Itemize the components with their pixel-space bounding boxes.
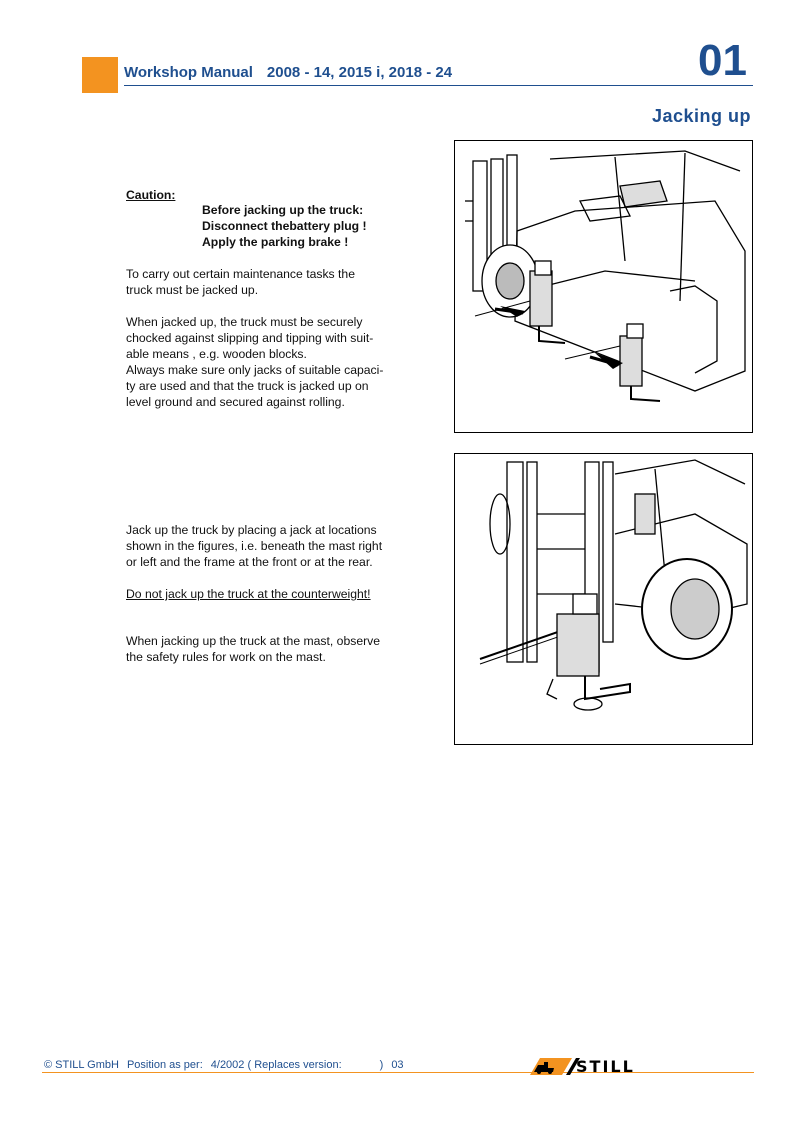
text-line: When jacked up, the truck must be securely — [126, 315, 363, 329]
text-line: To carry out certain maintenance tasks the — [126, 267, 355, 281]
text-line: truck must be jacked up. — [126, 283, 259, 297]
paragraph-securing — [126, 314, 383, 410]
replaces-label: ( Replaces version: — [247, 1059, 342, 1071]
paragraph-jack-locations — [126, 522, 382, 570]
figure-jack-frame — [454, 140, 753, 433]
replaces-end: ) — [379, 1059, 384, 1071]
text-line: Always make sure only jacks of suitable capaci- — [126, 363, 384, 377]
paragraph-mast-safety — [126, 633, 380, 665]
forklift-mast-illustration — [455, 454, 752, 744]
still-logo — [526, 1056, 680, 1076]
manual-name: Workshop Manual — [124, 64, 253, 81]
figure-jack-mast — [454, 453, 753, 745]
footer-info — [44, 1059, 404, 1071]
manual-title — [124, 64, 452, 81]
text-line: shown in the figures, i.e. beneath the mast right — [126, 539, 383, 553]
text-line: Jack up the truck by placing a jack at locations — [126, 523, 377, 537]
text-line: the safety rules for work on the mast. — [126, 650, 326, 664]
forklift-frame-illustration — [455, 141, 752, 432]
text-line: When jacking up the truck at the mast, observe — [126, 634, 381, 648]
text-line: level ground and secured against rolling. — [126, 395, 345, 409]
section-title: Jacking up — [651, 106, 751, 126]
position-label: Position as per: — [126, 1059, 203, 1071]
header-rule — [124, 85, 753, 86]
caution-line: Disconnect thebattery plug ! — [202, 219, 367, 233]
chapter-marker — [82, 57, 118, 93]
caution-label: Caution: — [126, 188, 176, 202]
position-date: 4/2002 — [210, 1059, 245, 1071]
caution-instructions — [202, 202, 367, 250]
paragraph-maintenance — [126, 266, 355, 298]
text-line: chocked against slipping and tipping with suit- — [126, 331, 374, 345]
counterweight-warning: Do not jack up the truck at the counterweight! — [126, 587, 371, 601]
caution-line: Apply the parking brake ! — [202, 235, 349, 249]
page-number: 03 — [391, 1059, 404, 1071]
text-line: ty are used and that the truck is jacked up on — [126, 379, 369, 393]
text-line: able means , e.g. wooden blocks. — [126, 347, 307, 361]
model-range: 2008 - 14, 2015 i, 2018 - 24 — [266, 64, 453, 81]
chapter-number: 01 — [698, 36, 747, 85]
caution-line: Before jacking up the truck: — [202, 203, 364, 217]
logo-wordmark: STILL — [576, 1057, 635, 1076]
copyright: © STILL GmbH — [44, 1059, 119, 1071]
text-line: or left and the frame at the front or at the rear. — [126, 555, 373, 569]
